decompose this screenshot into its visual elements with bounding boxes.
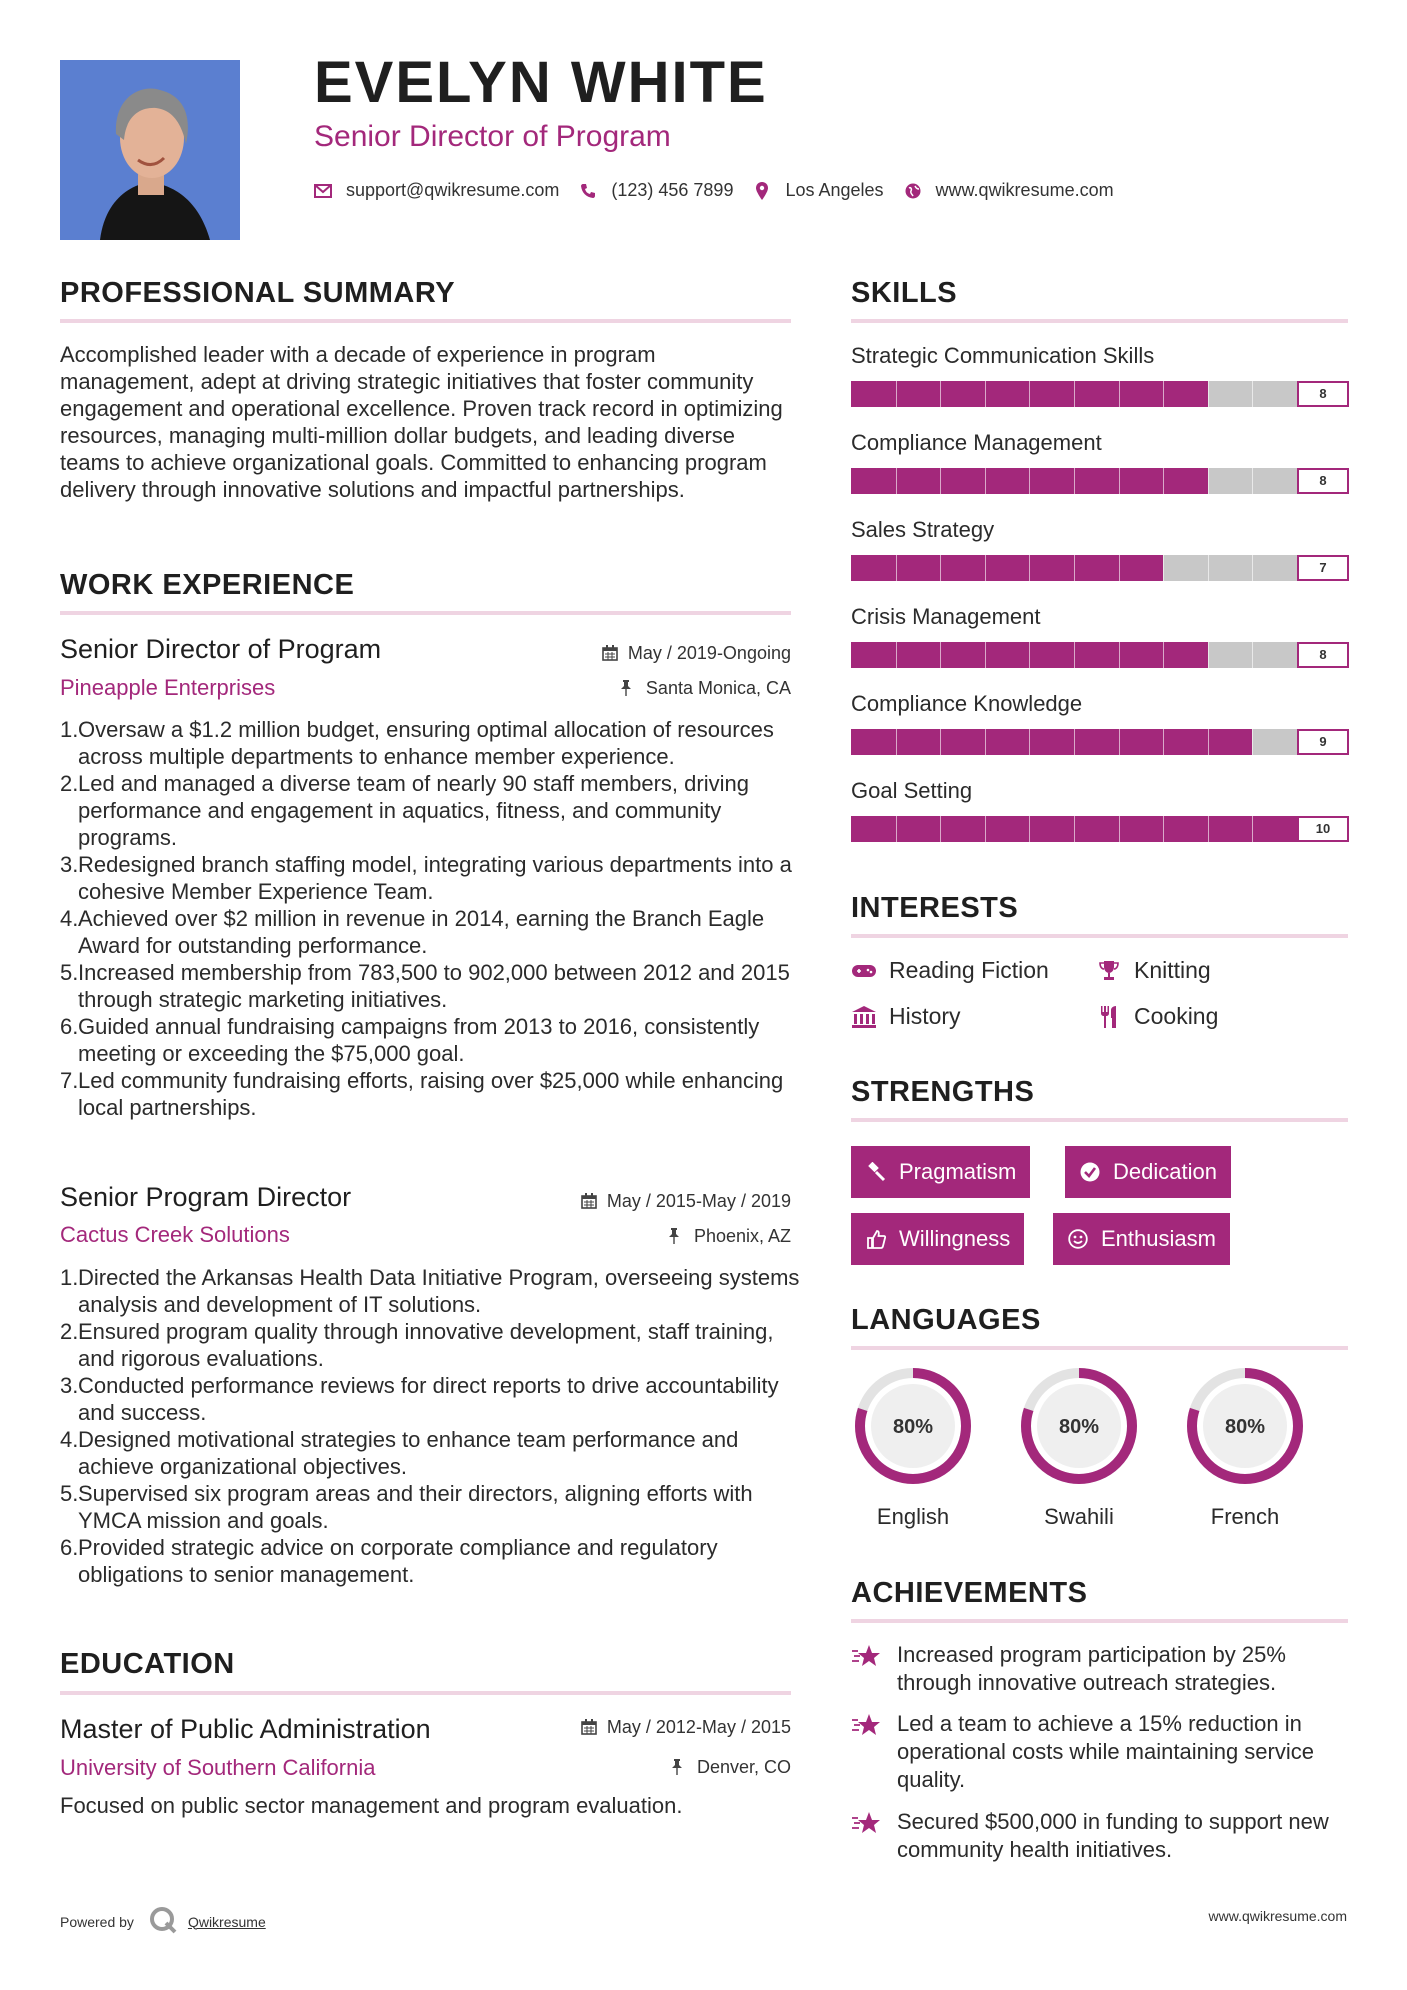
cutlery-icon (1096, 1006, 1122, 1028)
duty-item: Provided strategic advice on corporate compliance and regulatory obligations to senior management. (78, 1535, 718, 1587)
language-item (851, 1364, 975, 1530)
qwikresume-link[interactable]: Qwikresume (187, 1913, 266, 1930)
contact-location-text: Los Angeles (785, 180, 884, 200)
skill-bar (851, 555, 1349, 581)
skill-bar (851, 816, 1349, 842)
skill-bar-segment (896, 729, 897, 755)
skill-bar (851, 729, 1349, 755)
duty-item: Designed motivational strategies to enhance team performance and achieve organizational objectives. (78, 1427, 739, 1479)
check-circle-icon (1079, 1161, 1101, 1183)
gamepad-icon (851, 960, 877, 982)
skill-bar-segment (1252, 729, 1253, 755)
skill-bar-segment (1163, 816, 1164, 842)
skill-label: Crisis Management (851, 604, 1041, 629)
skill-bar-segment (1208, 381, 1209, 407)
skill-score: 8 (1297, 642, 1349, 668)
skill-label: Compliance Management (851, 430, 1102, 455)
job-location (668, 1227, 791, 1245)
candidate-title: Senior Director of Program (314, 120, 671, 153)
skill-bar-segment (1119, 816, 1120, 842)
museum-icon (851, 1006, 877, 1028)
skill-bar-fill (851, 816, 1349, 842)
job-location (620, 679, 791, 697)
education-description: Focused on public sector management and program evaluation. (60, 1793, 683, 1818)
skills-heading: SKILLS (851, 277, 958, 309)
strength-badge (1065, 1146, 1231, 1198)
language-name: English (876, 1504, 950, 1529)
job-location-text: Santa Monica, CA (645, 678, 791, 698)
calendar-icon (581, 1193, 597, 1209)
skill-bar-segment (940, 381, 941, 407)
strength-label: Willingness (899, 1226, 1011, 1251)
phone-icon (579, 182, 597, 200)
duty-item: Conducted performance reviews for direct reports to drive accountability and success. (78, 1373, 779, 1425)
interest-label: Cooking (1134, 1003, 1219, 1029)
job-company: Pineapple Enterprises (60, 675, 276, 700)
skill-bar-segment (1163, 555, 1164, 581)
skill-bar-segment (896, 381, 897, 407)
skill-bar-segment (1119, 555, 1120, 581)
language-percent: 80% (1224, 1416, 1266, 1438)
achievements-rule (851, 1619, 1348, 1623)
skill-bar (851, 381, 1349, 407)
portrait-image (60, 60, 240, 240)
skill-bar-segment (1208, 468, 1209, 494)
skill-bar-segment (985, 816, 986, 842)
contact-phone[interactable] (579, 180, 733, 201)
achievement-item (851, 1641, 1348, 1697)
contact-phone-text: (123) 456 7899 (611, 180, 734, 200)
pushpin-icon (620, 680, 636, 696)
profile-photo (60, 60, 240, 240)
education-location (671, 1758, 791, 1776)
strength-badge (851, 1146, 1030, 1198)
skill-bar-segment (1029, 381, 1030, 407)
language-name: French (1210, 1504, 1280, 1529)
job-dates-text: May / 2019-Ongoing (627, 643, 791, 663)
skill-bar-segment (1208, 816, 1209, 842)
skill-bar (851, 642, 1349, 668)
school-name: University of Southern California (60, 1755, 376, 1780)
interest-label: History (889, 1003, 961, 1029)
skill-bar-segment (985, 642, 986, 668)
skill-bar-segment (1029, 816, 1030, 842)
skill-bar-segment (940, 468, 941, 494)
duty-item: Directed the Arkansas Health Data Initiative Program, overseeing systems analysis and development of IT solutions. (78, 1265, 800, 1317)
strength-label: Enthusiasm (1101, 1226, 1216, 1251)
skill-bar-fill (851, 729, 1252, 755)
skill-bar-segment (896, 468, 897, 494)
job-company: Cactus Creek Solutions (60, 1222, 290, 1247)
contact-location (753, 180, 883, 201)
skill-bar-segment (1074, 381, 1075, 407)
qwikresume-logo-icon (148, 1905, 178, 1938)
duty-item: Ensured program quality through innovative development, staff training, and rigorous evaluations. (78, 1319, 774, 1371)
calendar-icon (581, 1719, 597, 1735)
achievement-text: Secured $500,000 in funding to support new community health initiatives. (897, 1809, 1329, 1862)
skill-bar-segment (985, 381, 986, 407)
skill-label: Sales Strategy (851, 517, 995, 542)
language-ring (1183, 1364, 1307, 1488)
skill-bar-segment (1029, 555, 1030, 581)
job-title: Senior Program Director (60, 1182, 352, 1212)
powered-by-label: Powered by (60, 1913, 134, 1930)
skill-bar-segment (985, 555, 986, 581)
smile-icon (1067, 1228, 1089, 1250)
skill-bar-segment (1119, 729, 1120, 755)
skill-label: Compliance Knowledge (851, 691, 1083, 716)
language-ring (851, 1364, 975, 1488)
skill-bar-segment (1074, 816, 1075, 842)
thumbs-up-icon (865, 1228, 887, 1250)
skill-bar-segment (896, 816, 897, 842)
skill-bar-segment (985, 468, 986, 494)
job-duties-list (60, 1264, 813, 1588)
job-location-text: Phoenix, AZ (693, 1226, 791, 1246)
skill-score: 7 (1297, 555, 1349, 581)
duty-item: Redesigned branch staffing model, integrating various departments into a cohesive Member Experience Team. (78, 852, 792, 904)
skill-bar-segment (1252, 468, 1253, 494)
duty-item: Oversaw a $1.2 million budget, ensuring optimal allocation of resources across multiple departments to enhance member experience. (78, 717, 774, 769)
skill-score: 9 (1297, 729, 1349, 755)
skill-bar-segment (896, 642, 897, 668)
languages-rule (851, 1346, 1348, 1350)
strength-label: Dedication (1113, 1159, 1217, 1184)
skill-bar-segment (940, 729, 941, 755)
job-dates-text: May / 2015-May / 2019 (606, 1191, 791, 1211)
envelope-icon (314, 182, 332, 200)
trophy-icon (1096, 960, 1122, 982)
summary-heading: PROFESSIONAL SUMMARY (60, 277, 456, 309)
skills-rule (851, 319, 1348, 323)
pushpin-icon (668, 1228, 684, 1244)
achievement-text: Increased program participation by 25% through innovative outreach strategies. (897, 1642, 1286, 1695)
skill-bar-segment (1074, 468, 1075, 494)
strength-badge (1053, 1213, 1230, 1265)
achievement-item (851, 1808, 1348, 1864)
achievement-text: Led a team to achieve a 15% reduction in operational costs while maintaining service quality. (897, 1711, 1314, 1792)
language-item (1017, 1364, 1141, 1530)
skill-bar-segment (940, 816, 941, 842)
degree-title: Master of Public Administration (60, 1714, 431, 1744)
skill-bar-segment (1208, 642, 1209, 668)
skill-bar-segment (1252, 816, 1253, 842)
duty-item: Led and managed a diverse team of nearly 90 staff members, driving performance and engagement in aquatics, fitness, and community programs. (78, 771, 749, 850)
skill-score: 8 (1297, 468, 1349, 494)
skill-bar-segment (1252, 642, 1253, 668)
language-percent: 80% (1058, 1416, 1100, 1438)
education-dates-text: May / 2012-May / 2015 (606, 1717, 791, 1737)
contact-email[interactable] (314, 180, 559, 201)
interest-item (1096, 1005, 1218, 1028)
skill-label: Strategic Communication Skills (851, 343, 1155, 368)
skill-bar-segment (1252, 555, 1253, 581)
gavel-icon (865, 1161, 887, 1183)
skill-bar-segment (985, 729, 986, 755)
calendar-icon (602, 645, 618, 661)
candidate-name: EVELYN WHITE (314, 50, 768, 115)
job-duties-list (60, 716, 813, 1121)
interest-item (851, 959, 1049, 982)
language-item (1183, 1364, 1307, 1530)
skill-score: 10 (1297, 816, 1349, 842)
job-dates (602, 644, 791, 662)
skill-bar-fill (851, 555, 1163, 581)
duty-item: Increased membership from 783,500 to 902,000 between 2012 and 2015 through strategic marketing initiatives. (78, 960, 790, 1012)
skill-bar (851, 468, 1349, 494)
skill-bar-segment (1163, 642, 1164, 668)
star-icon (851, 1810, 881, 1840)
skill-label: Goal Setting (851, 778, 973, 803)
skill-bar-segment (940, 555, 941, 581)
duty-item: Achieved over $2 million in revenue in 2014, earning the Branch Eagle Award for outstanding performance. (78, 906, 765, 958)
contact-email-text: support@qwikresume.com (346, 180, 560, 200)
skill-bar-segment (1074, 555, 1075, 581)
education-rule (60, 1691, 791, 1695)
skill-bar-segment (1163, 468, 1164, 494)
footer-website[interactable]: www.qwikresume.com (1208, 1908, 1347, 1924)
map-pin-icon (753, 182, 771, 200)
star-icon (851, 1712, 881, 1742)
globe-icon (904, 182, 922, 200)
language-percent: 80% (892, 1416, 934, 1438)
job-title: Senior Director of Program (60, 634, 382, 664)
achievement-item (851, 1710, 1348, 1794)
skill-bar-segment (1163, 729, 1164, 755)
contact-bar (314, 180, 1134, 201)
strengths-heading: STRENGTHS (851, 1076, 1035, 1108)
language-ring (1017, 1364, 1141, 1488)
skill-bar-segment (940, 642, 941, 668)
skill-score: 8 (1297, 381, 1349, 407)
pushpin-icon (671, 1759, 687, 1775)
skill-bar-segment (1208, 729, 1209, 755)
experience-rule (60, 611, 791, 615)
language-name: Swahili (1044, 1504, 1114, 1529)
star-icon (851, 1643, 881, 1673)
interest-item (1096, 959, 1211, 982)
skill-bar-segment (1074, 729, 1075, 755)
education-dates (581, 1718, 791, 1736)
skill-bar-segment (1163, 381, 1164, 407)
duty-item: Led community fundraising efforts, raising over $25,000 while enhancing local partnerships. (78, 1068, 784, 1120)
skill-bar-segment (896, 555, 897, 581)
strength-badge (851, 1213, 1024, 1265)
duty-item: Guided annual fundraising campaigns from 2013 to 2016, consistently meeting or exceeding the $75,000 goal. (78, 1014, 760, 1066)
skill-bar-segment (1252, 381, 1253, 407)
education-heading: EDUCATION (60, 1648, 235, 1680)
contact-website[interactable] (904, 180, 1114, 201)
skill-bar-segment (1119, 381, 1120, 407)
footer-powered-by (60, 1905, 266, 1938)
interests-heading: INTERESTS (851, 892, 1019, 924)
job-dates (581, 1192, 791, 1210)
education-location-text: Denver, CO (696, 1757, 791, 1777)
achievements-heading: ACHIEVEMENTS (851, 1577, 1088, 1609)
skill-bar-segment (1208, 555, 1209, 581)
experience-heading: WORK EXPERIENCE (60, 569, 355, 601)
interest-label: Reading Fiction (889, 957, 1049, 983)
languages-heading: LANGUAGES (851, 1304, 1041, 1336)
duty-item: Supervised six program areas and their directors, aligning efforts with YMCA mission and goals. (78, 1481, 753, 1533)
skill-bar-segment (1029, 468, 1030, 494)
strengths-rule (851, 1118, 1348, 1122)
interests-rule (851, 934, 1348, 938)
summary-rule (60, 319, 791, 323)
summary-text: Accomplished leader with a decade of experience in program management, adept at driving strategic initiatives that foster community engagement and operational excellence. Proven track record in optimizing resources, managing multi-million dollar budgets, and leading diverse teams to achieve organizational goals. Committed to enhancing program delivery through innovative solutions and impactful partnerships. (60, 342, 783, 502)
skill-bar-segment (1119, 468, 1120, 494)
skill-bar-segment (1074, 642, 1075, 668)
skill-bar-segment (1029, 642, 1030, 668)
skill-bar-segment (1119, 642, 1120, 668)
skill-bar-segment (1029, 729, 1030, 755)
contact-website-text: www.qwikresume.com (935, 180, 1114, 200)
interest-item (851, 1005, 961, 1028)
interest-label: Knitting (1134, 957, 1211, 983)
strength-label: Pragmatism (899, 1159, 1017, 1184)
